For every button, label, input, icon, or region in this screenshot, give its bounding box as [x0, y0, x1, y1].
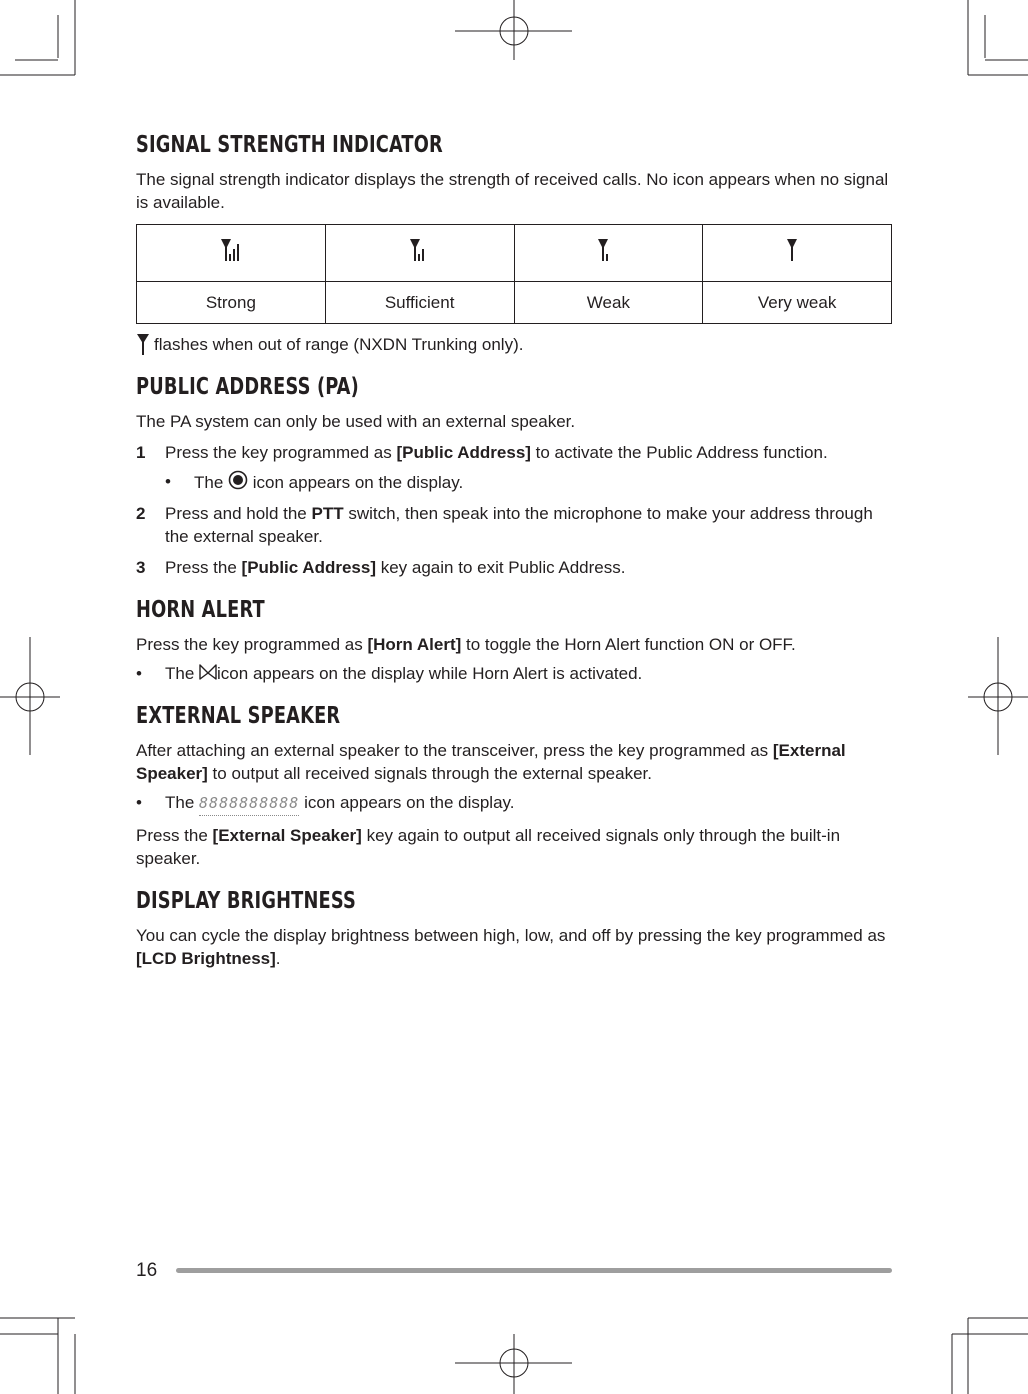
signal-note	[136, 332, 892, 356]
ext-intro-part: After attaching an external speaker to the transceiver, press the key programmed as	[136, 741, 773, 760]
brightness-intro-part: You can cycle the display brightness between high, low, and off by pressing the key programmed as	[136, 926, 886, 945]
horn-bullet	[136, 662, 892, 685]
antenna-icon	[136, 332, 150, 356]
key-name: PTT	[311, 504, 344, 523]
step-number: 1	[136, 443, 146, 462]
ext-intro-part: to output all received signals through the external speaker.	[207, 764, 652, 783]
bullet-text-part: The	[165, 664, 200, 683]
step-number: 2	[136, 504, 146, 523]
bullet-text-part: icon appears on the display.	[299, 793, 515, 812]
footer-rule	[176, 1268, 892, 1273]
signal-level-label: Strong	[137, 282, 326, 324]
page-number: 16	[136, 1260, 158, 1281]
bullet-text	[165, 791, 515, 816]
bullet-dot: •	[136, 793, 142, 812]
horn-intro	[136, 633, 892, 656]
bullet-dot: •	[136, 664, 142, 683]
brightness-intro	[136, 924, 892, 970]
step-number: 3	[136, 558, 146, 577]
signal-icon-cell	[703, 225, 892, 282]
bullet-dot: •	[165, 472, 171, 491]
key-name: [LCD Brightness]	[136, 949, 276, 968]
signal-level-label: Weak	[514, 282, 703, 324]
step-text-part: Press the key programmed as	[165, 443, 397, 462]
pa-intro: The PA system can only be used with an external speaker.	[136, 412, 576, 431]
horn-intro-part: Press the key programmed as	[136, 635, 368, 654]
signal-sufficient-icon	[409, 237, 431, 263]
signal-table	[136, 224, 892, 324]
key-name: [Horn Alert]	[367, 635, 462, 654]
pa-step-1	[136, 441, 892, 464]
key-name: [Public Address]	[241, 558, 376, 577]
section-heading-horn: HORN ALERT	[136, 597, 265, 623]
ext-intro	[136, 739, 892, 785]
section-heading-brightness: DISPLAY BRIGHTNESS	[136, 888, 356, 914]
signal-very-weak-icon	[786, 237, 808, 263]
bullet-text-part: The	[165, 793, 200, 812]
ext-bullet	[136, 791, 892, 816]
section-heading-pa: PUBLIC ADDRESS (PA)	[136, 374, 359, 400]
bullet-text	[194, 470, 463, 494]
key-name: [External Speaker]	[136, 741, 846, 783]
pa-step-2	[136, 502, 892, 548]
lcd-segment-display-icon: 8888888888	[199, 792, 299, 816]
pa-bullet	[165, 470, 892, 494]
bullet-text	[165, 662, 642, 685]
step-text-part: Press the	[165, 558, 242, 577]
step-text-part: Press and hold the	[165, 504, 312, 523]
signal-icon-cell	[514, 225, 703, 282]
section-heading-ext: EXTERNAL SPEAKER	[136, 703, 341, 729]
step-text	[165, 556, 892, 579]
horn-alert-icon	[199, 663, 217, 681]
signal-icon-cell	[137, 225, 326, 282]
signal-note-text: flashes when out of range (NXDN Trunking only).	[154, 334, 524, 354]
step-text-part: to activate the Public Address function.	[530, 443, 828, 462]
signal-level-label: Sufficient	[325, 282, 514, 324]
signal-strong-icon	[220, 237, 242, 263]
signal-weak-icon	[597, 237, 619, 263]
page-content	[136, 130, 892, 970]
pa-target-icon	[228, 470, 248, 490]
bullet-text-part: icon appears on the display while Horn Alert is activated.	[217, 664, 643, 683]
horn-intro-part: to toggle the Horn Alert function ON or OFF.	[461, 635, 796, 654]
signal-level-label: Very weak	[703, 282, 892, 324]
ext-outro	[136, 824, 892, 870]
step-text	[165, 441, 892, 464]
step-text-part: key again to exit Public Address.	[376, 558, 626, 577]
bullet-text-part: The	[194, 473, 229, 492]
ext-outro-part: Press the	[136, 826, 213, 845]
step-text-part: switch, then speak into the microphone to make your address through the external speaker.	[165, 504, 873, 546]
key-name: [External Speaker]	[212, 826, 362, 845]
key-name: [Public Address]	[396, 443, 531, 462]
section-heading-signal: SIGNAL STRENGTH INDICATOR	[136, 132, 443, 158]
pa-step-3	[136, 556, 892, 579]
signal-intro: The signal strength indicator displays the strength of received calls. No icon appears when no signal is available.	[136, 170, 889, 212]
bullet-text-part: icon appears on the display.	[248, 473, 464, 492]
ext-outro-part: key again to output all received signals only through the built-in speaker.	[136, 826, 841, 868]
brightness-intro-part: .	[275, 949, 281, 968]
signal-icon-cell	[325, 225, 514, 282]
step-text	[165, 502, 892, 548]
